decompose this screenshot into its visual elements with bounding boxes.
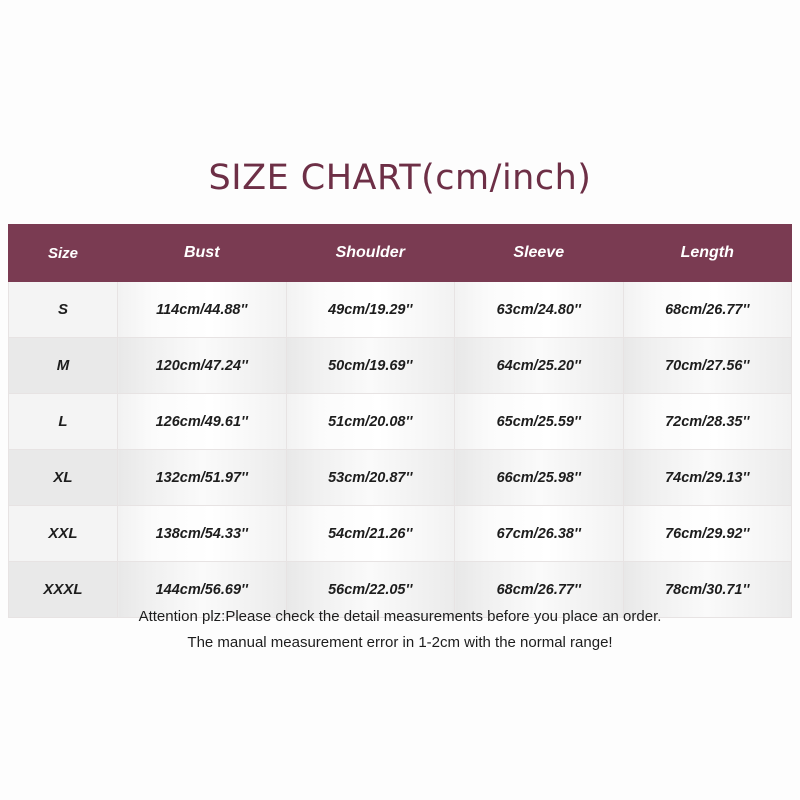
table-header-row bbox=[9, 225, 792, 282]
cell-bust: 126cm/49.61'' bbox=[118, 394, 287, 450]
cell-bust: 120cm/47.24'' bbox=[118, 338, 287, 394]
cell-shoulder: 50cm/19.69'' bbox=[286, 338, 455, 394]
cell-shoulder: 56cm/22.05'' bbox=[286, 562, 455, 618]
cell-length: 72cm/28.35'' bbox=[623, 394, 792, 450]
table-row bbox=[9, 282, 792, 338]
cell-sleeve: 65cm/25.59'' bbox=[455, 394, 624, 450]
cell-size: M bbox=[9, 338, 118, 394]
size-chart-table-wrapper bbox=[8, 224, 792, 618]
cell-length: 76cm/29.92'' bbox=[623, 506, 792, 562]
cell-size: XL bbox=[9, 450, 118, 506]
attention-notes bbox=[0, 604, 800, 656]
column-header-size: Size bbox=[9, 225, 118, 282]
cell-length: 74cm/29.13'' bbox=[623, 450, 792, 506]
table-row bbox=[9, 394, 792, 450]
cell-sleeve: 68cm/26.77'' bbox=[455, 562, 624, 618]
table-row bbox=[9, 506, 792, 562]
cell-sleeve: 67cm/26.38'' bbox=[455, 506, 624, 562]
cell-bust: 138cm/54.33'' bbox=[118, 506, 287, 562]
cell-sleeve: 66cm/25.98'' bbox=[455, 450, 624, 506]
cell-length: 68cm/26.77'' bbox=[623, 282, 792, 338]
note-line-1: Attention plz:Please check the detail measurements before you place an order. bbox=[138, 608, 662, 625]
cell-shoulder: 49cm/19.29'' bbox=[286, 282, 455, 338]
cell-shoulder: 51cm/20.08'' bbox=[286, 394, 455, 450]
column-header-shoulder: Shoulder bbox=[286, 225, 455, 282]
table-row bbox=[9, 338, 792, 394]
cell-bust: 144cm/56.69'' bbox=[118, 562, 287, 618]
table-row bbox=[9, 450, 792, 506]
table-body bbox=[9, 282, 792, 618]
note-line-2: The manual measurement error in 1-2cm with the normal range! bbox=[187, 634, 613, 651]
table-header bbox=[9, 225, 792, 282]
cell-bust: 132cm/51.97'' bbox=[118, 450, 287, 506]
page-title: SIZE CHART(cm/inch) bbox=[208, 158, 592, 198]
cell-shoulder: 54cm/21.26'' bbox=[286, 506, 455, 562]
cell-length: 70cm/27.56'' bbox=[623, 338, 792, 394]
column-header-length: Length bbox=[623, 225, 792, 282]
cell-size: L bbox=[9, 394, 118, 450]
cell-sleeve: 63cm/24.80'' bbox=[455, 282, 624, 338]
column-header-sleeve: Sleeve bbox=[455, 225, 624, 282]
size-chart-table bbox=[8, 224, 792, 618]
cell-size: XXXL bbox=[9, 562, 118, 618]
cell-length: 78cm/30.71'' bbox=[623, 562, 792, 618]
cell-shoulder: 53cm/20.87'' bbox=[286, 450, 455, 506]
cell-size: XXL bbox=[9, 506, 118, 562]
cell-size: S bbox=[9, 282, 118, 338]
cell-sleeve: 64cm/25.20'' bbox=[455, 338, 624, 394]
column-header-bust: Bust bbox=[118, 225, 287, 282]
cell-bust: 114cm/44.88'' bbox=[118, 282, 287, 338]
